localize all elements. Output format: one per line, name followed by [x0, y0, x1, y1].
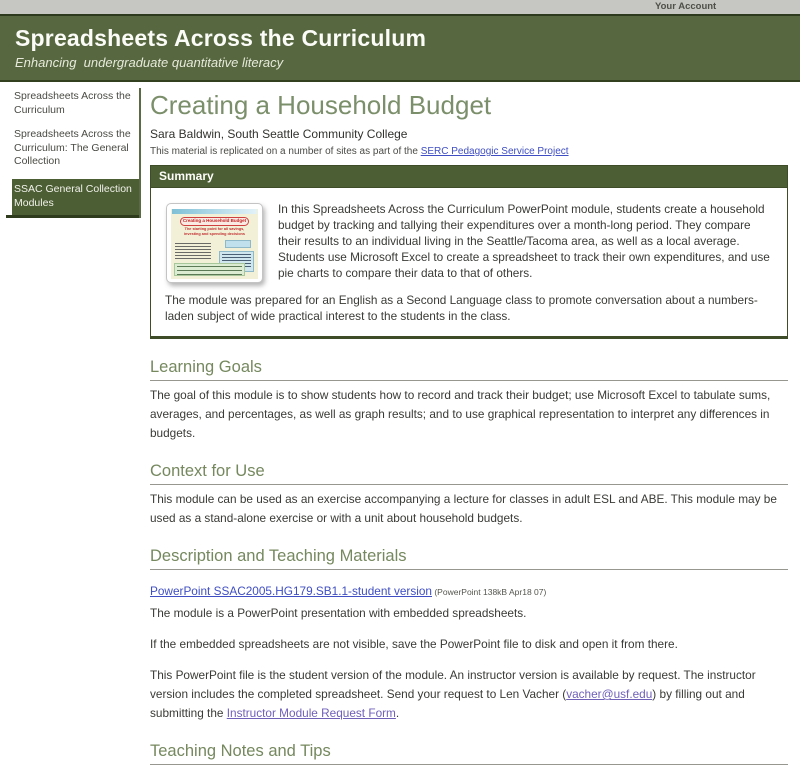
description-paragraph-3: [150, 666, 788, 723]
replication-note: [150, 146, 788, 157]
context-for-use-text: This module can be used as an exercise accompanying a lecture for classes in adult ESL and ABE. This module may be used as a stand-alone exercise or with a unit about household budgets.: [150, 492, 777, 525]
description-paragraph-3-text: .: [395, 706, 400, 720]
description-paragraph-3-text: ) by filling out and submitting the: [150, 687, 745, 720]
account-bar: [0, 0, 800, 14]
description-paragraph-1: The module is a PowerPoint presentation with embedded spreadsheets.: [150, 606, 527, 620]
learning-goals-text: The goal of this module is to show students how to record and track their budget; use Microsoft Excel to tabulate sums, averages, and percentages, as well as graph results; and to use graphical representation to interpret any differences in budgets.: [150, 388, 771, 440]
replication-note-text: This material is replicated on a number of sites as part of the: [150, 146, 421, 157]
summary-paragraph-2: The module was prepared for an English as a Second Language class to promote conversation about a numbers-laden subject of wide practical interest to the students in the class.: [165, 293, 758, 323]
summary-box-heading: Summary: [151, 166, 787, 188]
site-tagline: Enhancing undergraduate quantitative literacy: [15, 55, 284, 70]
site-title: Spreadsheets Across the Curriculum: [15, 25, 427, 51]
section-heading-learning-goals: Learning Goals: [150, 358, 788, 381]
instructor-module-request-form-link[interactable]: Instructor Module Request Form: [226, 706, 396, 720]
powerpoint-file-line: [150, 583, 788, 601]
sidebar-nav: [0, 88, 141, 218]
author-line: Sara Baldwin, South Seattle Community College: [150, 127, 408, 141]
thumbnail-slide: [171, 209, 258, 279]
section-heading-context-for-use: Context for Use: [150, 462, 788, 485]
powerpoint-file-link[interactable]: PowerPoint SSAC2005.HG179.SB1.1-student version: [150, 584, 432, 598]
serc-pedagogic-service-link[interactable]: SERC Pedagogic Service Project: [420, 146, 569, 157]
thumbnail-text-block: [175, 243, 211, 260]
thumbnail-slide-titlebar: [172, 209, 257, 214]
selected-item-shadow: [6, 215, 139, 218]
description-paragraph-2: If the embedded spreadsheets are not visible, save the PowerPoint file to disk and open it from there.: [150, 637, 678, 651]
site-banner: [0, 14, 800, 82]
section-heading-teaching-notes: Teaching Notes and Tips: [150, 742, 788, 765]
sidebar-item-general-collection[interactable]: Spreadsheets Across the Curriculum: The General Collection: [14, 127, 131, 168]
thumbnail-slide-subtitle: The starting point for all savings, investing and spending decisions: [184, 226, 245, 236]
section-heading-description-materials: Description and Teaching Materials: [150, 547, 788, 570]
module-thumbnail[interactable]: [166, 203, 263, 283]
sidebar-item-collection-modules[interactable]: SSAC General Collection Modules: [12, 179, 139, 215]
file-size-info: (PowerPoint 138kB Apr18 07): [431, 587, 547, 597]
summary-box-body: [151, 188, 787, 336]
your-account-link[interactable]: Your Account: [655, 1, 717, 12]
page-body: [0, 82, 800, 770]
summary-paragraph-1: In this Spreadsheets Across the Curriculum PowerPoint module, students create a household budget by tracking and tallying their expenditures over a month-long period. They compare their results to an individual living in the Seattle/Tacoma area, as well as a local average. Students use Microsoft Excel to create a spreadsheet to track their own expenditures, and use pie charts to compare their data to that of others.: [278, 202, 770, 280]
description-paragraph-3-text: This PowerPoint file is the student version of the module. An instructor version is available by request. The instructor version includes the completed spreadsheet. Send your request to Len Vacher (: [150, 668, 756, 701]
vacher-email-link[interactable]: vacher@usf.edu: [566, 687, 653, 701]
thumbnail-callout-box: [225, 240, 251, 248]
summary-box: [150, 165, 788, 339]
thumbnail-footer-box: [174, 263, 245, 276]
thumbnail-footer-lines: [177, 266, 242, 275]
page-title: Creating a Household Budget: [150, 90, 492, 120]
sidebar-item-ssac-home[interactable]: Spreadsheets Across the Curriculum: [14, 90, 131, 116]
main-content: [141, 88, 800, 770]
thumbnail-slide-title: Creating a Household Budget: [180, 217, 250, 226]
